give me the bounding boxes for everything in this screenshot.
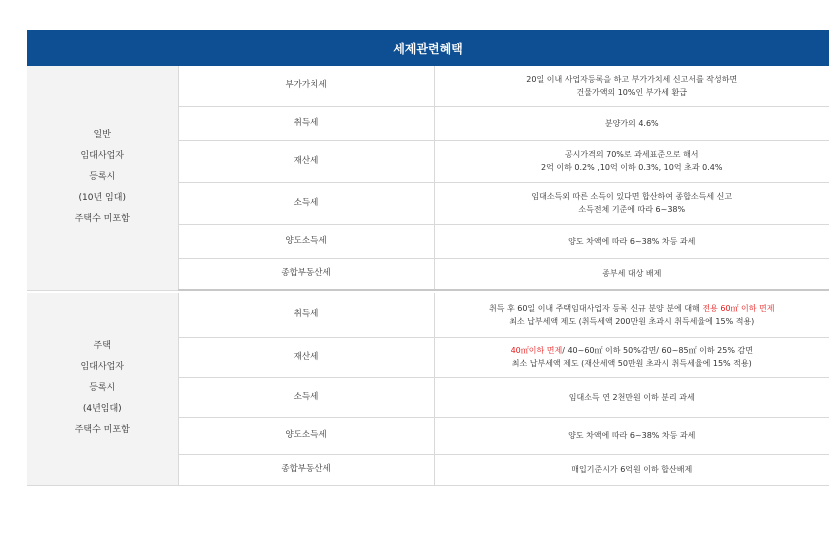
group-label-general xyxy=(27,66,178,290)
tax-name: 부가가치세 xyxy=(178,66,434,106)
description-line: 양도 차액에 따라 6~38% 차등 과세 xyxy=(568,431,696,440)
tax-name: 소득세 xyxy=(178,182,434,224)
description-line: 최소 납부세액 제도 (재산세액 50만원 초과시 취득세율에 15% 적용) xyxy=(511,359,752,368)
tax-description xyxy=(434,337,829,377)
tax-name: 취득세 xyxy=(178,106,434,140)
description-line: 공시가격의 70%로 과세표준으로 해서 xyxy=(564,150,699,159)
tax-name: 재산세 xyxy=(178,337,434,377)
tax-name: 취득세 xyxy=(178,293,434,337)
tax-description xyxy=(434,224,829,258)
description-line: 분양가의 4.6% xyxy=(604,118,659,128)
description-line: 최소 납부세액 제도 (취득세액 200만원 초과시 취득세율에 15% 적용) xyxy=(509,316,755,326)
group-label-line: 임대사업자 xyxy=(80,362,124,373)
tax-description xyxy=(434,106,829,140)
tax-name: 소득세 xyxy=(178,377,434,417)
tax-name: 재산세 xyxy=(178,140,434,182)
group-label-line: 주택수 미포함 xyxy=(74,214,130,225)
description-line xyxy=(441,344,824,357)
description-line: 건물가액의 10%인 부가세 환급 xyxy=(576,87,687,97)
description-line: 종부세 대상 배제 xyxy=(602,269,662,279)
table-row xyxy=(27,293,829,337)
exemption-highlight: 전용 60㎡ 이하 면제 xyxy=(702,303,775,313)
tax-description xyxy=(434,417,829,454)
tax-name: 양도소득세 xyxy=(178,417,434,454)
table-title: 세제관련혜택 xyxy=(27,30,829,66)
group-label-line: (4년임대) xyxy=(82,404,122,415)
tax-name: 종합부동산세 xyxy=(178,454,434,485)
tax-description xyxy=(434,454,829,485)
description-line: 임대소득외 따른 소득이 있다면 합산하여 종합소득세 신고 xyxy=(531,192,733,201)
group-label-line: 등록시 xyxy=(89,172,116,183)
tax-description xyxy=(434,182,829,224)
group-label-line: 일반 xyxy=(93,130,111,141)
tax-table xyxy=(27,66,829,486)
description-line xyxy=(441,302,824,315)
group-label-line: 주택수 미포함 xyxy=(74,425,130,436)
description-text: 취득 후 60일 이내 주택임대사업자 등록 신규 분양 분에 대해 xyxy=(488,303,703,313)
group-label-line: 임대사업자 xyxy=(80,151,124,162)
tax-description xyxy=(434,377,829,417)
tax-benefit-table xyxy=(27,30,829,486)
tax-name: 양도소득세 xyxy=(178,224,434,258)
description-line: 2억 이하 0.2% ,10억 이하 0.3%, 10억 초과 0.4% xyxy=(541,163,723,172)
group-label-line: (10년 임대) xyxy=(78,193,126,204)
description-line: 임대소득 연 2천만원 이하 분리 과세 xyxy=(568,392,695,402)
description-line: 20일 이내 사업자등록을 하고 부가가치세 신고서를 작성하면 xyxy=(526,74,738,84)
table-row xyxy=(27,66,829,106)
group-label-line: 주택 xyxy=(93,341,111,352)
tax-description xyxy=(434,140,829,182)
description-line: 양도 차액에 따라 6~38% 차등 과세 xyxy=(568,236,696,246)
tax-description xyxy=(434,258,829,290)
group-label-housing xyxy=(27,293,178,485)
tax-name: 종합부동산세 xyxy=(178,258,434,290)
tax-description xyxy=(434,66,829,106)
tax-description xyxy=(434,293,829,337)
description-text: / 40~60㎡ 이하 50%감면/ 60~85㎡ 이하 25% 감면 xyxy=(562,346,753,355)
exemption-highlight: 40㎡이하 면제 xyxy=(510,346,563,355)
description-line: 소득전체 기준에 따라 6~38% xyxy=(578,205,686,214)
description-line: 매입기준시가 6억원 이하 합산배제 xyxy=(571,465,693,474)
group-label-line: 등록시 xyxy=(89,383,116,394)
